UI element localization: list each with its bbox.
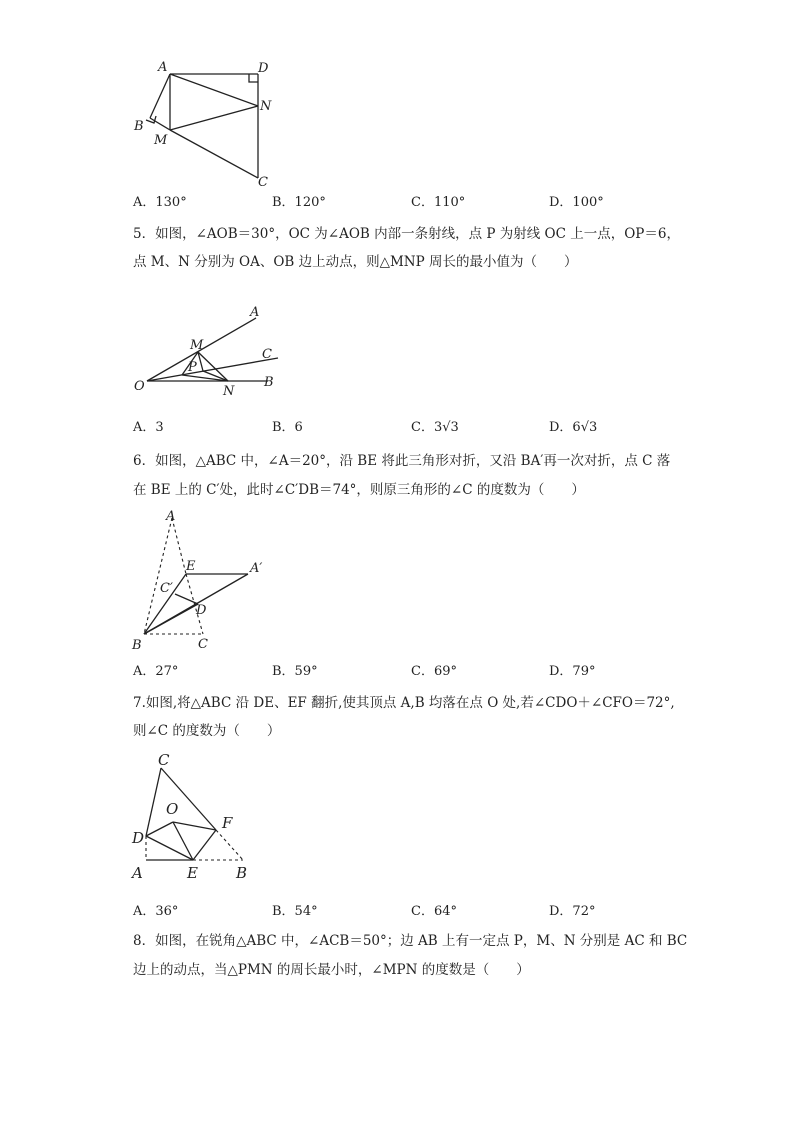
- q6-label-a-prime: A′: [250, 561, 263, 576]
- q6-label-a: A: [166, 509, 176, 524]
- q5-label-n: N: [223, 384, 235, 399]
- q5-option-c: C．3√3: [411, 420, 459, 435]
- q7-label-a: A: [132, 864, 143, 882]
- q7-label-e: E: [187, 864, 198, 882]
- q5-label-p: P: [188, 360, 197, 375]
- q7-option-d: D．72°: [549, 904, 596, 919]
- q6-label-c-prime: C′: [160, 581, 173, 596]
- q4-label-n: N: [260, 99, 272, 114]
- q5-label-c: C: [262, 347, 272, 362]
- q4-option-c: C．110°: [411, 195, 466, 210]
- q6-label-b: B: [132, 638, 142, 653]
- q6-option-c: C．69°: [411, 664, 457, 679]
- q6-stem-line2: 在 BE 上的 C′处，此时∠C′DB＝74°，则原三角形的∠C 的度数为（ ）: [133, 482, 585, 498]
- q4-option-d: D．100°: [549, 195, 604, 210]
- q4-label-b: B: [134, 119, 144, 134]
- q5-label-b: B: [264, 375, 274, 390]
- q6-label-c: C: [198, 637, 208, 652]
- q4-option-b: B．120°: [272, 195, 326, 210]
- q4-label-d: D: [258, 61, 269, 76]
- q7-label-b: B: [236, 864, 248, 882]
- q4-option-a: A．130°: [133, 195, 187, 210]
- q4-label-c: C: [258, 175, 268, 190]
- q7-option-a: A．36°: [133, 904, 179, 919]
- q6-label-d: D: [196, 603, 207, 618]
- q8-stem-line2: 边上的动点，当△PMN 的周长最小时，∠MPN 的度数是（ ）: [133, 962, 530, 978]
- q6-option-b: B．59°: [272, 664, 318, 679]
- q5-option-a: A．3: [133, 420, 164, 435]
- q7-stem-line1: 7.如图,将△ABC 沿 DE、EF 翻折,使其顶点 A,B 均落在点 O 处,若∠CDO＋∠CFO＝72°,: [133, 695, 675, 711]
- q7-option-b: B．54°: [272, 904, 318, 919]
- q6-option-a: A．27°: [133, 664, 179, 679]
- q5-option-b: B．6: [272, 420, 303, 435]
- q6-option-d: D．79°: [549, 664, 596, 679]
- q5-label-o: O: [134, 379, 145, 394]
- q7-figure: [128, 748, 268, 888]
- q7-stem-line2: 则∠C 的度数为（ ）: [133, 723, 281, 739]
- q5-option-d: D．6√3: [549, 420, 598, 435]
- q5-label-m: M: [190, 338, 204, 353]
- q6-figure: [128, 506, 278, 654]
- q7-label-o: O: [166, 800, 179, 818]
- q8-stem-line1: 8．如图，在锐角△ABC 中，∠ACB＝50°；边 AB 上有一定点 P，M、N 分别是 AC 和 BC: [133, 933, 688, 949]
- q6-label-e: E: [186, 559, 196, 574]
- q7-label-c: C: [158, 751, 170, 769]
- q6-stem-line1: 6．如图，△ABC 中，∠A＝20°，沿 BE 将此三角形对折，又沿 BA′再一次对折，点 C 落: [133, 453, 671, 469]
- q7-label-f: F: [222, 814, 233, 832]
- q5-label-a: A: [250, 305, 260, 320]
- q7-label-d: D: [132, 829, 145, 847]
- q5-stem-line2: 点 M、N 分别为 OA、OB 边上动点，则△MNP 周长的最小值为（ ）: [133, 254, 578, 270]
- q5-figure: [128, 296, 288, 406]
- q7-option-c: C．64°: [411, 904, 457, 919]
- q4-label-a: A: [158, 60, 168, 75]
- q4-figure: [128, 56, 288, 192]
- q4-label-m: M: [154, 133, 168, 148]
- q5-stem-line1: 5．如图，∠AOB＝30°，OC 为∠AOB 内部一条射线，点 P 为射线 OC 上一点，OP＝6，: [133, 226, 680, 242]
